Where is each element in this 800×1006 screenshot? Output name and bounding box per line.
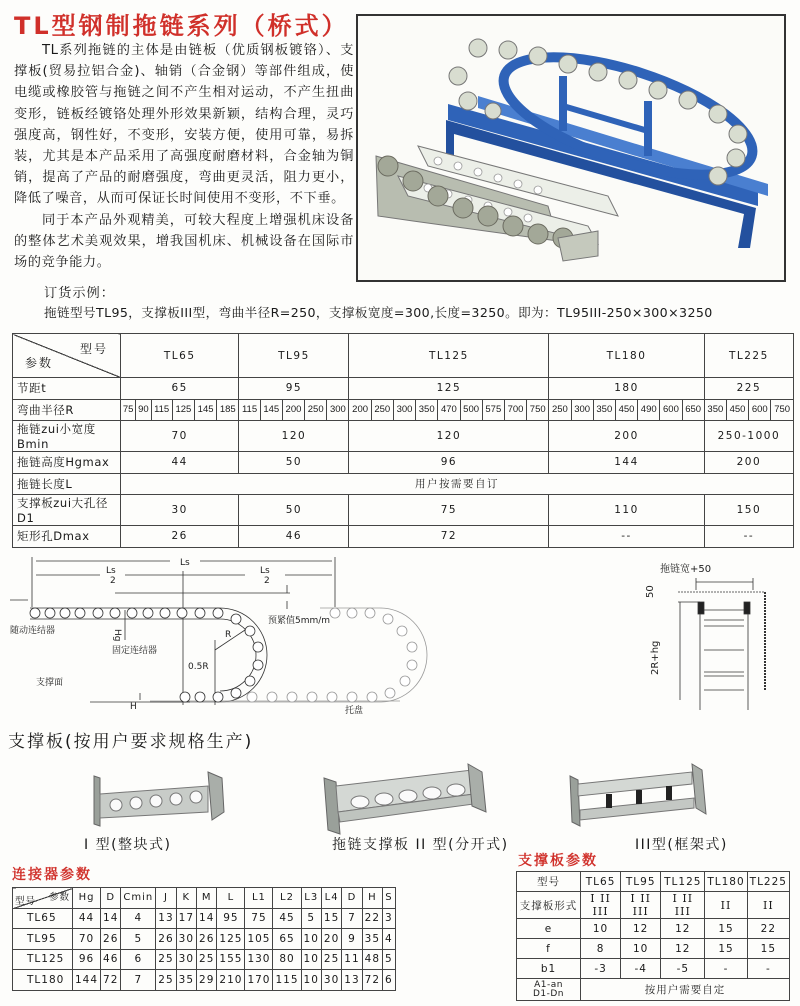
cell: 11 <box>342 949 362 970</box>
row-label: 弯曲半径R <box>13 399 121 421</box>
model-header: TL125 <box>349 334 549 378</box>
cell: 750 <box>527 399 549 421</box>
column-header: TL180 <box>705 872 747 892</box>
cell: 12 <box>661 939 705 959</box>
table-row <box>517 892 790 919</box>
cell: 350 <box>416 399 438 421</box>
cell: 14 <box>197 908 217 929</box>
table-row <box>13 495 794 526</box>
column-header: K <box>176 888 196 909</box>
cell: 6 <box>383 970 396 991</box>
cell: 13 <box>342 970 362 991</box>
cell: 170 <box>245 970 273 991</box>
cell: 115 <box>239 399 260 421</box>
table-row <box>13 970 396 991</box>
plate-type-2-caption: 拖链支撑板 II 型(分开式) <box>332 837 509 853</box>
plate-type-3-caption: III型(框架式) <box>635 837 728 853</box>
cell: 44 <box>121 452 239 474</box>
cell: 96 <box>73 949 101 970</box>
corner-label-model: 型号 <box>79 342 108 356</box>
cell: 15 <box>747 939 789 959</box>
cell: 150 <box>704 495 793 526</box>
cell: 200 <box>282 399 304 421</box>
row-label: 矩形孔Dmax <box>13 526 121 548</box>
cell: 470 <box>438 399 460 421</box>
cell: 70 <box>121 421 239 452</box>
cell: 490 <box>638 399 660 421</box>
cell: I II III <box>661 892 705 919</box>
installation-diagram <box>0 545 450 715</box>
corner-label-model: 型号 <box>15 895 37 907</box>
model-header: TL65 <box>121 334 239 378</box>
cell: -3 <box>581 959 621 979</box>
cell: 300 <box>393 399 415 421</box>
cell: II <box>747 892 789 919</box>
intro-paragraph-2: 同于本产品外观精美，可较大程度上增强机床设备的整体艺术美观效果，增我国机床、机械设备在国际市场的竞争能力。 <box>14 212 354 271</box>
column-header: TL125 <box>661 872 705 892</box>
cell: 250-1000 <box>704 421 793 452</box>
table-row <box>13 399 794 421</box>
cell: 450 <box>615 399 637 421</box>
connector-table-title: 连接器参数 <box>12 867 92 883</box>
column-header: D <box>101 888 121 909</box>
cell: 5 <box>301 908 321 929</box>
cell: 250 <box>371 399 393 421</box>
label-ls: Ls <box>180 558 190 568</box>
row-label <box>517 979 581 1001</box>
spec-table <box>12 333 794 548</box>
column-header: J <box>156 888 176 909</box>
column-header: L <box>217 888 245 909</box>
cell: 125 <box>349 378 549 400</box>
cell: 7 <box>342 908 362 929</box>
cell: 10 <box>581 919 621 939</box>
table-row <box>13 378 794 400</box>
cell: 15 <box>705 939 747 959</box>
cell: - <box>705 959 747 979</box>
model-header: TL95 <box>239 334 349 378</box>
row-label: 支撑板形式 <box>517 892 581 919</box>
cell: 10 <box>301 929 321 950</box>
cell: 35 <box>362 929 382 950</box>
cell: 115 <box>273 970 301 991</box>
intro-paragraph-1: TL系列拖链的主体是由链板（优质钢板镀铬）、支撑板(贸易拉铝合金)、轴销（合金钢）等部件组成，使电缆或橡胶管与拖链之间不产生相对运动，不产生扭曲变形，链板经镀铬处理外形效果新颖，结构合理，灵巧强度高，钢性好，不变形，安装方便，使用可靠，易拆装，尤其是本产品采用了高强度耐磨材料，合金轴为铜销，提高了产品的耐磨强度，弯曲更灵活，阻力更小，降低了噪音，从而可保证长时间使用不变形，不下垂。 <box>14 43 354 207</box>
cell: 115 <box>151 399 172 421</box>
table-row <box>13 929 396 950</box>
cell: - <box>747 959 789 979</box>
corner-label-param: 参数 <box>25 356 54 370</box>
cell: 95 <box>239 378 349 400</box>
label-fixed-connector: 固定连结器 <box>112 646 158 656</box>
row-label: 拖链高度Hgmax <box>13 452 121 474</box>
column-header: M <box>197 888 217 909</box>
plate-table-title: 支撑板参数 <box>518 853 598 869</box>
cell: 105 <box>245 929 273 950</box>
drag-chain-photo-illustration <box>358 16 786 282</box>
cell: 44 <box>73 908 101 929</box>
cell: 200 <box>704 452 793 474</box>
cross-section-diagram <box>620 550 790 715</box>
cell: 155 <box>217 949 245 970</box>
cell: I II III <box>581 892 621 919</box>
cell: 575 <box>482 399 504 421</box>
plate-type-1-caption: I 型(整块式) <box>84 837 172 853</box>
row-label: 支撑板zui大孔径D1 <box>13 495 121 526</box>
row-label: TL180 <box>13 970 73 991</box>
cell: 600 <box>749 399 771 421</box>
cell: 75 <box>121 399 136 421</box>
cell: 26 <box>101 929 121 950</box>
order-example-label: 订货示例： <box>44 286 115 301</box>
row-label-line: A1-an <box>534 979 563 990</box>
cell: 145 <box>260 399 282 421</box>
column-header: L1 <box>245 888 273 909</box>
cell: 25 <box>197 949 217 970</box>
column-header: S <box>383 888 396 909</box>
cell: 17 <box>176 908 196 929</box>
plate-type-2-image <box>322 760 492 840</box>
cell: 130 <box>245 949 273 970</box>
connector-table <box>12 887 396 991</box>
page-title: TL型钢制拖链系列（桥式） <box>14 12 349 40</box>
cell: 30 <box>121 495 239 526</box>
label-height: 2R+hg <box>650 640 661 675</box>
plate-table <box>516 871 790 1001</box>
cell: 按用户需要自定 <box>581 979 790 1001</box>
cell: 180 <box>549 378 704 400</box>
cell: 300 <box>571 399 593 421</box>
label-r: R <box>225 630 232 640</box>
cell: 50 <box>239 495 349 526</box>
cell: 96 <box>349 452 549 474</box>
cell: 25 <box>156 970 176 991</box>
cell: 35 <box>176 970 196 991</box>
cell: 45 <box>273 908 301 929</box>
cell: 26 <box>121 526 239 548</box>
cell: 3 <box>383 908 396 929</box>
cell: 10 <box>621 939 661 959</box>
row-label: 拖链长度L <box>13 473 121 495</box>
label-support-surface: 支撑面 <box>36 678 64 688</box>
table-row <box>517 959 790 979</box>
cell: 25 <box>321 949 341 970</box>
column-header: H <box>362 888 382 909</box>
cell: 26 <box>156 929 176 950</box>
cell: 350 <box>593 399 615 421</box>
table-row <box>13 452 794 474</box>
cell: 9 <box>342 929 362 950</box>
cell: 95 <box>217 908 245 929</box>
cell: 145 <box>194 399 216 421</box>
label-h: H <box>130 702 137 712</box>
column-header: Hg <box>73 888 101 909</box>
table-row <box>517 979 790 1001</box>
column-header: L3 <box>301 888 321 909</box>
row-label-line: D1-Dn <box>532 988 565 999</box>
label-preload: 预紧值5mm/m <box>268 616 331 626</box>
cell: -5 <box>661 959 705 979</box>
column-header: TL95 <box>621 872 661 892</box>
label-two: 2 <box>264 576 270 586</box>
cell: II <box>705 892 747 919</box>
cell: 750 <box>771 399 794 421</box>
column-header: 型号 <box>517 872 581 892</box>
cell: 72 <box>362 970 382 991</box>
cell: 75 <box>349 495 549 526</box>
cell: 12 <box>621 919 661 939</box>
label-width: 拖链宽+50 <box>660 564 712 575</box>
row-label: e <box>517 919 581 939</box>
cell: 250 <box>305 399 327 421</box>
cell: 10 <box>301 970 321 991</box>
cell: 144 <box>549 452 704 474</box>
column-header: L2 <box>273 888 301 909</box>
cell: 5 <box>121 929 156 950</box>
label-hg: Hg <box>112 629 122 642</box>
cell: 20 <box>321 929 341 950</box>
table-row <box>13 421 794 452</box>
cell: 48 <box>362 949 382 970</box>
cell: -- <box>704 526 793 548</box>
cell: 500 <box>460 399 482 421</box>
cell: 14 <box>101 908 121 929</box>
cell: 120 <box>349 421 549 452</box>
label-ls-half: Ls <box>106 566 116 576</box>
model-header: TL180 <box>549 334 704 378</box>
cell: 700 <box>504 399 526 421</box>
intro-text <box>14 40 354 273</box>
cell: 13 <box>156 908 176 929</box>
cell: 15 <box>705 919 747 939</box>
table-row <box>517 919 790 939</box>
column-header: TL65 <box>581 872 621 892</box>
label-fifty: 50 <box>645 585 656 598</box>
cell: 22 <box>747 919 789 939</box>
order-example: 拖链型号TL95，支撑板III型，弯曲半径R=250，支撑板宽度=300,长度=3250。即为：TL95III-250×300×3250 <box>44 305 713 320</box>
cell: 600 <box>660 399 682 421</box>
cell: 210 <box>217 970 245 991</box>
cell: 4 <box>121 908 156 929</box>
label-half-r: 0.5R <box>188 662 209 672</box>
cell: 65 <box>273 929 301 950</box>
cell: 12 <box>661 919 705 939</box>
label-ls-half: Ls <box>260 566 270 576</box>
row-label: TL95 <box>13 929 73 950</box>
table-row <box>13 526 794 548</box>
spec-table-corner <box>13 334 121 378</box>
cell: 120 <box>239 421 349 452</box>
cell: 72 <box>101 970 121 991</box>
plate-type-3-image <box>568 762 718 828</box>
cell: 15 <box>321 908 341 929</box>
cell: 4 <box>383 929 396 950</box>
cell: 75 <box>245 908 273 929</box>
cell: 22 <box>362 908 382 929</box>
cell: 5 <box>383 949 396 970</box>
cell: 72 <box>349 526 549 548</box>
row-label: f <box>517 939 581 959</box>
product-photo <box>356 14 786 282</box>
cell: 10 <box>301 949 321 970</box>
cell: 46 <box>239 526 349 548</box>
row-label: 节距t <box>13 378 121 400</box>
table-row <box>13 473 794 495</box>
cell: 46 <box>101 949 121 970</box>
cell: 125 <box>172 399 194 421</box>
cell: 200 <box>349 399 371 421</box>
cell: 8 <box>581 939 621 959</box>
cell: -- <box>549 526 704 548</box>
cell: 80 <box>273 949 301 970</box>
row-label: TL125 <box>13 949 73 970</box>
cell: I II III <box>621 892 661 919</box>
column-header: Cmin <box>121 888 156 909</box>
cell: 90 <box>136 399 151 421</box>
cell: 用户按需要自订 <box>121 473 794 495</box>
cell: 200 <box>549 421 704 452</box>
column-header: TL225 <box>747 872 789 892</box>
cell: 30 <box>176 949 196 970</box>
cell: 65 <box>121 378 239 400</box>
plate-type-1-image <box>88 768 238 828</box>
cell: 300 <box>327 399 349 421</box>
cell: 450 <box>726 399 748 421</box>
cell: 110 <box>549 495 704 526</box>
label-tray: 托盘 <box>345 706 364 715</box>
cell: 225 <box>704 378 793 400</box>
cell: 144 <box>73 970 101 991</box>
cell: 50 <box>239 452 349 474</box>
cell: 70 <box>73 929 101 950</box>
row-label: 拖链zui小宽度Bmin <box>13 421 121 452</box>
column-header: L4 <box>321 888 341 909</box>
corner-label-param: 参数 <box>48 892 70 903</box>
cell: 26 <box>197 929 217 950</box>
row-label: b1 <box>517 959 581 979</box>
cell: 7 <box>121 970 156 991</box>
cell: 250 <box>549 399 571 421</box>
support-plate-title: 支撑板(按用户要求规格生产) <box>8 732 254 752</box>
label-two: 2 <box>110 576 116 586</box>
model-header: TL225 <box>704 334 793 378</box>
row-label: TL65 <box>13 908 73 929</box>
table-row <box>13 949 396 970</box>
cell: 125 <box>217 929 245 950</box>
cell: 25 <box>156 949 176 970</box>
cell: 6 <box>121 949 156 970</box>
cell: -4 <box>621 959 661 979</box>
cell: 650 <box>682 399 704 421</box>
cell: 30 <box>176 929 196 950</box>
label-moving-connector: 随动连结器 <box>10 626 56 636</box>
column-header: D <box>342 888 362 909</box>
cell: 350 <box>704 399 726 421</box>
connector-table-corner <box>13 888 73 909</box>
table-row <box>13 908 396 929</box>
cell: 30 <box>321 970 341 991</box>
table-row <box>517 939 790 959</box>
cell: 185 <box>217 399 239 421</box>
cell: 29 <box>197 970 217 991</box>
